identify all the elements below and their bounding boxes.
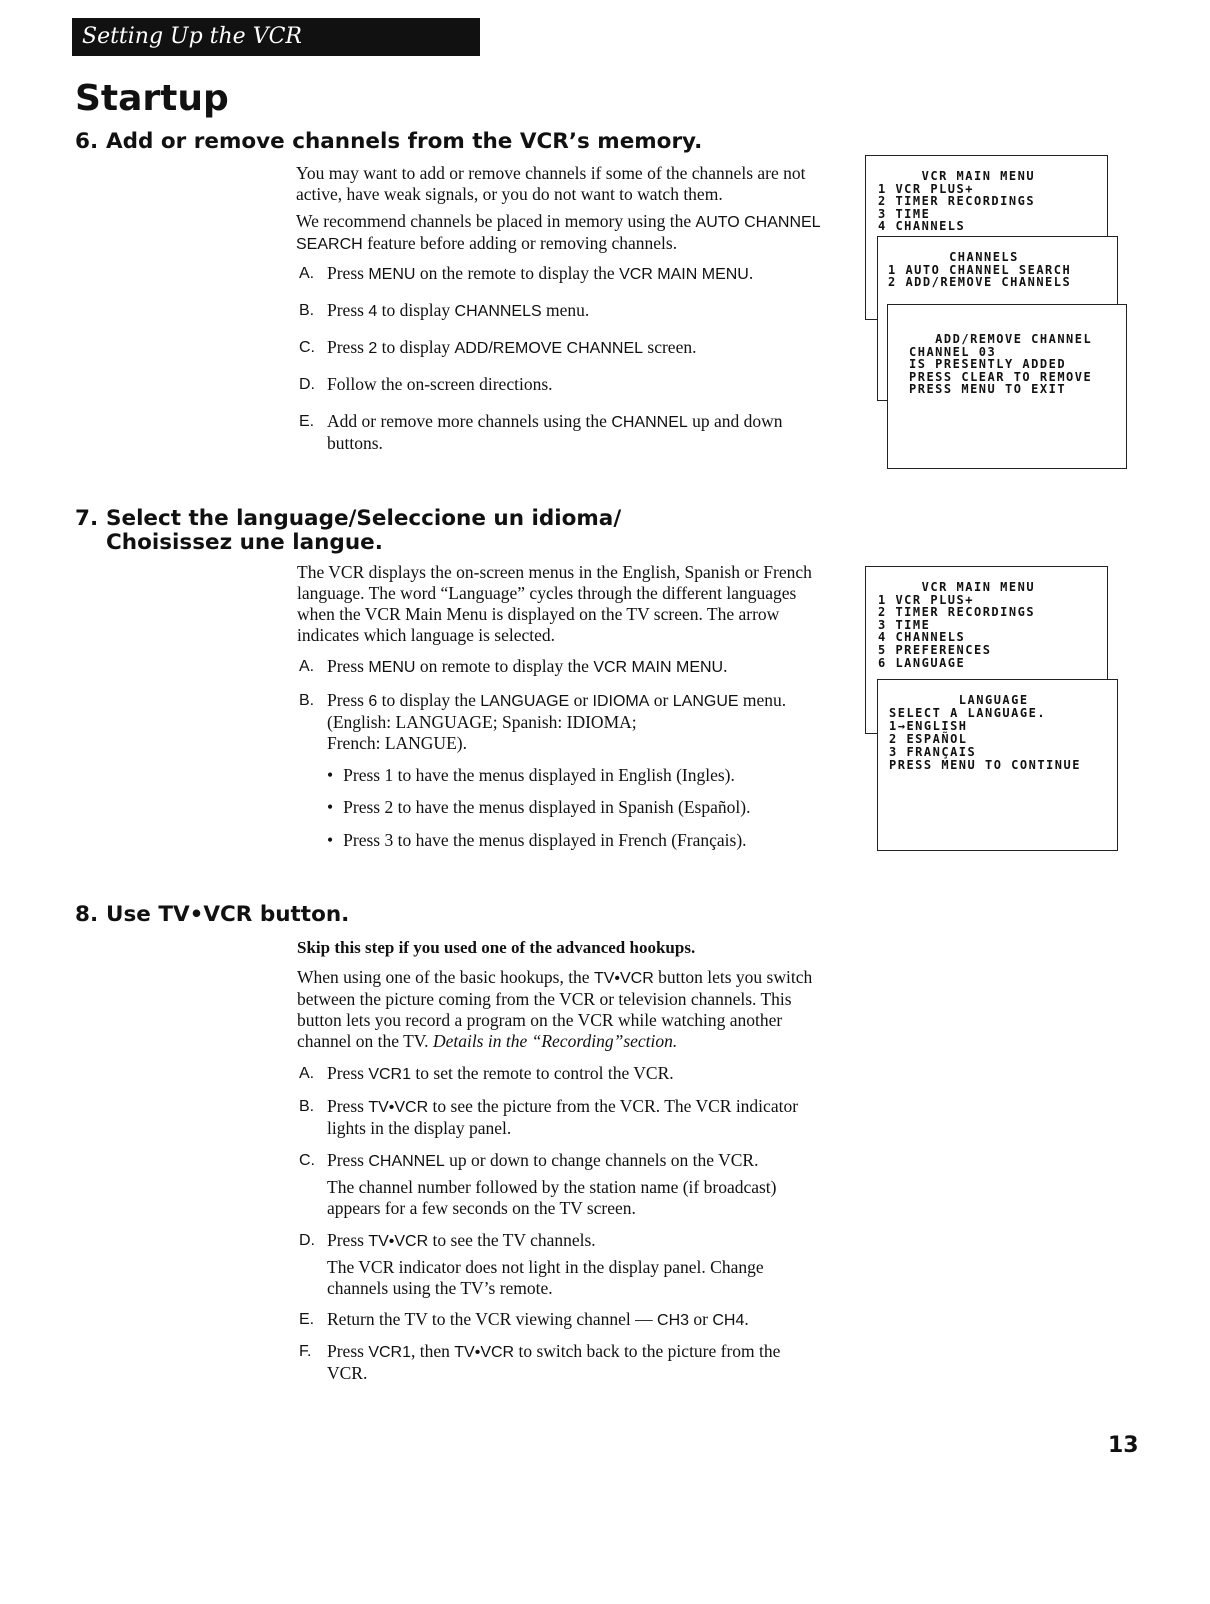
bullet-english: • Press 1 to have the menus displayed in English (Ingles). xyxy=(327,765,735,786)
screen-vcr-main-menu-language: VCR MAIN MENU 1 VCR PLUS+ 2 TIMER RECORDINGS 3 TIME 4 CHANNELS 5 PREFERENCES 6 LANGUAGE xyxy=(865,566,1108,734)
section-banner: Setting Up the VCR xyxy=(72,18,480,56)
intro-paragraph: We recommend channels be placed in memory using the AUTO CHANNEL SEARCH feature before adding or removing channels. xyxy=(296,211,820,253)
screen-add-remove-channel: ADD/REMOVE CHANNEL CHANNEL 03 IS PRESENTLY ADDED PRESS CLEAR TO REMOVE PRESS MENU TO EXIT xyxy=(887,304,1127,469)
screen-vcr-main-menu: VCR MAIN MENU 1 VCR PLUS+ 2 TIMER RECORDINGS 3 TIME 4 CHANNELS xyxy=(865,155,1108,320)
section-7-intro: The VCR displays the on-screen menus in the English, Spanish or French language. The word “Language” cycles through the different languages when the VCR Main Menu is displayed on the TV screen. The arrow indicates which language is selected. xyxy=(297,562,812,645)
page-number: 13 xyxy=(1108,1433,1139,1458)
step-6d: D. Follow the on-screen directions. xyxy=(299,374,553,394)
step-6a: A. Press MENU on the remote to display the VCR MAIN MENU. xyxy=(299,263,754,283)
bullet-french: • Press 3 to have the menus displayed in French (Français). xyxy=(327,830,747,851)
section-6-heading: 6. Add or remove channels from the VCR’s memory. xyxy=(75,129,703,154)
screen-channels-menu: CHANNELS 1 AUTO CHANNEL SEARCH 2 ADD/REMOVE CHANNELS xyxy=(877,236,1118,401)
step-8c: C. Press CHANNEL up or down to change channels on the VCR. The channel number followed by the station name (if broadcast) appears for a few seconds on the TV screen. xyxy=(299,1150,777,1218)
section-7-heading: 7. Select the language/Seleccione un idioma/ Choisissez une langue. xyxy=(75,506,622,555)
step-8f: F. Press VCR1, then TV•VCR to switch back to the picture from the VCR. xyxy=(299,1341,781,1383)
section-8-intro: When using one of the basic hookups, the TV•VCR button lets you switch between the picture coming from the VCR or television channels. This button lets you record a program on the VCR while watching another channel on the TV. Details in the “Recording”section. xyxy=(297,967,813,1051)
intro-paragraph: You may want to add or remove channels if some of the channels are not active, have weak signals, or you do not want to watch them. xyxy=(296,163,806,204)
step-8b: B. Press TV•VCR to see the picture from the VCR. The VCR indicator lights in the display panel. xyxy=(299,1096,799,1138)
section-6-intro xyxy=(296,163,836,255)
step-7a: A. Press MENU on remote to display the VCR MAIN MENU. xyxy=(299,656,728,676)
step-6c: C. Press 2 to display ADD/REMOVE CHANNEL screen. xyxy=(299,337,697,357)
step-8a: A. Press VCR1 to set the remote to control the VCR. xyxy=(299,1063,674,1083)
advanced-hookup-note: Skip this step if you used one of the advanced hookups. xyxy=(297,938,696,957)
screen-language-menu: LANGUAGE SELECT A LANGUAGE. 1→ENGLISH 2 ESPAÑOL 3 FRANÇAIS PRESS MENU TO CONTINUE xyxy=(877,679,1118,851)
section-8-heading: 8. Use TV•VCR button. xyxy=(75,902,350,927)
step-7b: B. Press 6 to display the LANGUAGE or IDIOMA or LANGUE menu. (English: LANGUAGE; Spanish: IDIOMA; French: LANGUE). xyxy=(299,690,787,753)
step-6b: B. Press 4 to display CHANNELS menu. xyxy=(299,300,590,320)
bullet-spanish: • Press 2 to have the menus displayed in Spanish (Español). xyxy=(327,797,750,818)
step-8d: D. Press TV•VCR to see the TV channels. The VCR indicator does not light in the display panel. Change channels using the TV’s remote. xyxy=(299,1230,764,1298)
step-8e: E. Return the TV to the VCR viewing channel — CH3 or CH4. xyxy=(299,1309,749,1329)
step-6e: E. Add or remove more channels using the CHANNEL up and down buttons. xyxy=(299,411,783,453)
page-title: Startup xyxy=(75,78,229,119)
